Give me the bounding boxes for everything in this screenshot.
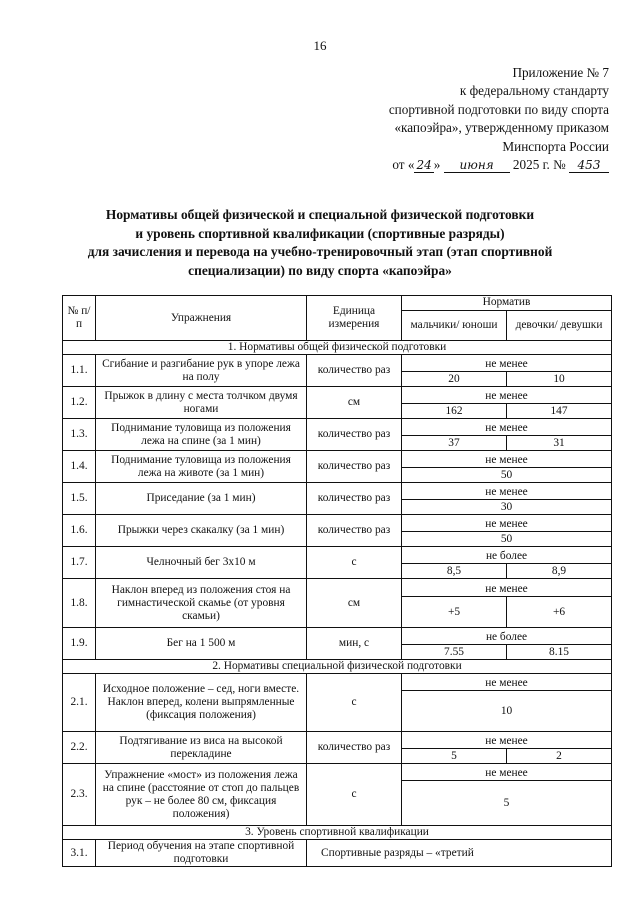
header-boys: мальчики/ юноши [402, 310, 507, 340]
row-norm-type: не менее [402, 674, 612, 691]
date-prefix: от « [392, 157, 415, 173]
header-unit: Единица измерения [307, 296, 402, 341]
order-date-line [389, 156, 609, 174]
title-line: для зачисления и перевода на учебно-тренировочный этап (этап спортивной [87, 244, 553, 260]
row-value-both: 30 [402, 500, 612, 515]
title-line: Нормативы общей физической и специальной физической подготовки [105, 207, 535, 222]
table-row [63, 579, 612, 597]
handwritten-order-number: 453 [569, 159, 609, 173]
row-exercise: Бег на 1 500 м [96, 628, 307, 660]
row-num: 1.7. [63, 547, 96, 579]
table-row [63, 840, 612, 867]
table-body [63, 341, 612, 867]
row-unit: с [307, 547, 402, 579]
row-norm-type: не менее [402, 419, 612, 436]
appendix-line: Приложение № 7 [512, 65, 609, 80]
appendix-line: «капоэйра», утвержденному приказом [394, 120, 609, 136]
table-row [63, 387, 612, 404]
row-unit: см [307, 387, 402, 419]
section-title: 2. Нормативы специальной физической подготовки [63, 660, 612, 674]
table-row [63, 419, 612, 436]
row-norm-type: не более [402, 547, 612, 564]
row-value-boys: 20 [402, 372, 507, 387]
row-exercise: Исходное положение – сед, ноги вместе. Наклон вперед, колени выпрямленные (фиксация положения) [96, 674, 307, 732]
norms-table [62, 295, 612, 867]
header-girls: девочки/ девушки [507, 310, 612, 340]
row-value-girls: 8,9 [507, 564, 612, 579]
section-title: 1. Нормативы общей физической подготовки [63, 341, 612, 355]
header-num: № п/п [63, 296, 96, 341]
row-exercise: Прыжок в длину с места толчком двумя ногами [96, 387, 307, 419]
row-num: 1.4. [63, 451, 96, 483]
row-num: 2.1. [63, 674, 96, 732]
handwritten-day: 24 [416, 158, 432, 173]
table-row [63, 628, 612, 645]
row-norm-type: не менее [402, 355, 612, 372]
section-row [63, 341, 612, 355]
row-unit: количество раз [307, 419, 402, 451]
appendix-line: спортивной подготовки по виду спорта [388, 101, 609, 117]
page-number: 16 [313, 38, 327, 53]
title-line: и уровень спортивной квалификации (спортивные разряды) [135, 225, 505, 241]
row-qualification: Спортивные разряды – «третий [307, 840, 612, 867]
row-num: 1.6. [63, 515, 96, 547]
row-num: 3.1. [63, 840, 96, 867]
row-value-girls: 10 [507, 372, 612, 387]
row-num: 1.8. [63, 579, 96, 628]
row-unit: количество раз [307, 515, 402, 547]
row-exercise: Сгибание и разгибание рук в упоре лежа на полу [96, 355, 307, 387]
row-exercise: Поднимание туловища из положения лежа на животе (за 1 мин) [96, 451, 307, 483]
table-row [63, 451, 612, 468]
row-exercise: Упражнение «мост» из положения лежа на спине (расстояние от стоп до пальцев рук – не более 80 см, фиксация положения) [96, 764, 307, 826]
row-exercise: Подтягивание из виса на высокой перекладине [96, 732, 307, 764]
row-value-boys: 162 [402, 404, 507, 419]
row-num: 1.2. [63, 387, 96, 419]
table-row [63, 483, 612, 500]
table-row [63, 515, 612, 532]
row-num: 2.3. [63, 764, 96, 826]
row-norm-type: не более [402, 628, 612, 645]
row-num: 1.1. [63, 355, 96, 387]
row-exercise: Поднимание туловища из положения лежа на спине (за 1 мин) [96, 419, 307, 451]
date-quote: » [433, 157, 441, 173]
row-num: 1.3. [63, 419, 96, 451]
row-norm-type: не менее [402, 451, 612, 468]
header-norm: Норматив [402, 296, 612, 311]
appendix-header [389, 64, 609, 174]
row-value-girls: 147 [507, 404, 612, 419]
appendix-line: Минспорта России [502, 138, 609, 154]
row-unit: количество раз [307, 483, 402, 515]
row-num: 2.2. [63, 732, 96, 764]
row-unit: количество раз [307, 355, 402, 387]
row-value-girls: 8.15 [507, 645, 612, 660]
row-value-boys: +5 [402, 597, 507, 628]
row-exercise: Наклон вперед из положения стоя на гимнастической скамье (от уровня скамьи) [96, 579, 307, 628]
row-norm-type: не менее [402, 515, 612, 532]
row-exercise: Приседание (за 1 мин) [96, 483, 307, 515]
row-value-boys: 37 [402, 436, 507, 451]
section-row [63, 826, 612, 840]
row-exercise: Челночный бег 3х10 м [96, 547, 307, 579]
row-value-both: 50 [402, 468, 612, 483]
header-exercise: Упражнения [96, 296, 307, 341]
section-row [63, 660, 612, 674]
table-row [63, 732, 612, 749]
row-unit: см [307, 579, 402, 628]
row-unit: с [307, 674, 402, 732]
table-row [63, 764, 612, 781]
row-value-girls: 2 [507, 749, 612, 764]
table-row [63, 355, 612, 372]
row-num: 1.5. [63, 483, 96, 515]
row-unit: количество раз [307, 732, 402, 764]
row-norm-type: не менее [402, 579, 612, 597]
row-value-girls: +6 [507, 597, 612, 628]
row-norm-type: не менее [402, 732, 612, 749]
row-value-boys: 8,5 [402, 564, 507, 579]
row-value-both: 50 [402, 532, 612, 547]
row-value-boys: 5 [402, 749, 507, 764]
row-value-boys: 7.55 [402, 645, 507, 660]
row-unit: количество раз [307, 451, 402, 483]
appendix-line: к федеральному стандарту [459, 83, 609, 99]
row-norm-type: не менее [402, 764, 612, 781]
row-value-both: 10 [402, 691, 612, 732]
handwritten-month: июня [444, 159, 510, 173]
row-exercise: Прыжки через скакалку (за 1 мин) [96, 515, 307, 547]
row-unit: мин, с [307, 628, 402, 660]
row-value-girls: 31 [507, 436, 612, 451]
title-line: специализации) по виду спорта «капоэйра» [188, 262, 452, 278]
document-title [60, 206, 580, 280]
row-norm-type: не менее [402, 483, 612, 500]
row-exercise: Период обучения на этапе спортивной подготовки [96, 840, 307, 867]
section-title: 3. Уровень спортивной квалификации [63, 826, 612, 840]
row-num: 1.9. [63, 628, 96, 660]
table-row [63, 547, 612, 564]
table-row [63, 674, 612, 691]
date-year: 2025 г. № [512, 157, 566, 173]
row-value-both: 5 [402, 781, 612, 826]
row-norm-type: не менее [402, 387, 612, 404]
row-unit: с [307, 764, 402, 826]
